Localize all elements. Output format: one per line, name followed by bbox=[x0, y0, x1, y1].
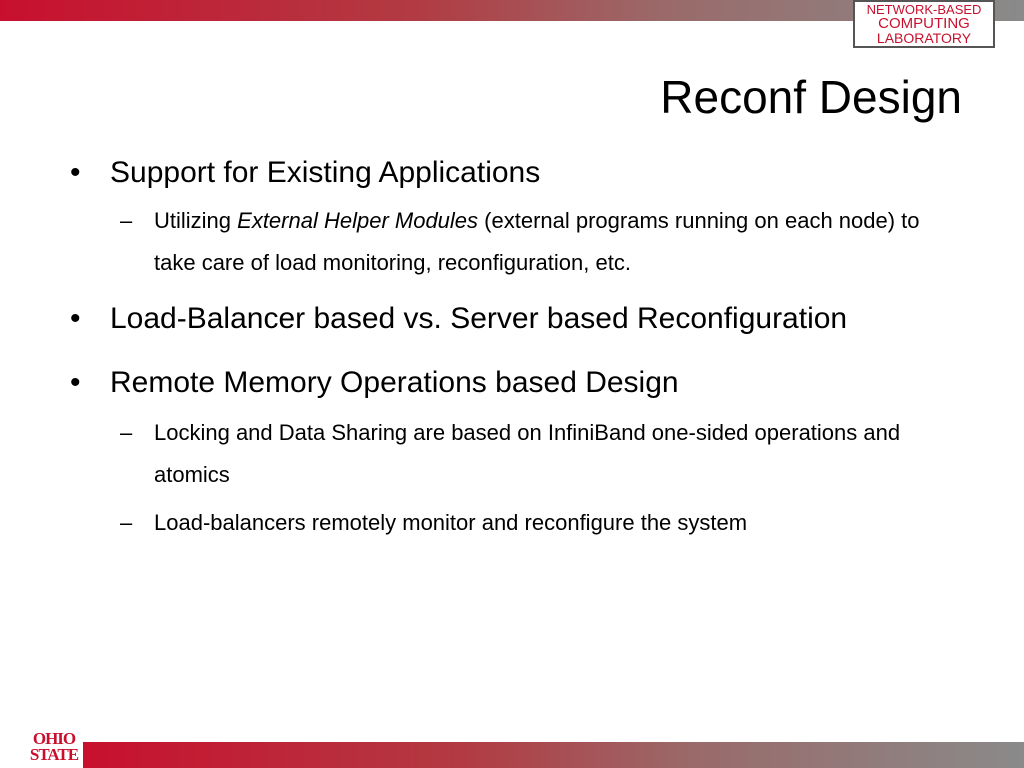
dash-marker: – bbox=[120, 510, 133, 535]
bullet-marker: • bbox=[70, 366, 81, 399]
bullet-item bbox=[70, 296, 970, 342]
sub-bullet-prefix: Utilizing bbox=[154, 208, 238, 233]
bullet-item bbox=[70, 360, 970, 406]
sub-bullet-suffix: (external programs running on each node) to take care of load monitoring, reconfiguration, etc. bbox=[154, 208, 920, 275]
sub-bullet-emphasis: External Helper Modules bbox=[237, 208, 479, 233]
bottom-gradient-bar bbox=[83, 742, 1024, 768]
logo-line-1: NETWORK-BASED bbox=[866, 2, 982, 17]
sub-bullet-item bbox=[70, 502, 954, 544]
bullet-text: Load-Balancer based vs. Server based Reconfiguration bbox=[110, 302, 848, 335]
sub-bullet-text: Load-balancers remotely monitor and reconfigure the system bbox=[154, 510, 748, 535]
slide-title: Reconf Design bbox=[660, 71, 962, 123]
dash-marker: – bbox=[120, 420, 133, 445]
logo-line-2: COMPUTING bbox=[878, 15, 970, 32]
nbcl-logo bbox=[853, 0, 995, 48]
bullet-text: Remote Memory Operations based Design bbox=[110, 366, 679, 399]
bullet-marker: • bbox=[70, 302, 81, 335]
logo-line-3: LABORATORY bbox=[876, 30, 972, 46]
dash-marker: – bbox=[120, 208, 133, 233]
osu-logo-line-2: STATE bbox=[29, 745, 79, 764]
bullet-text: Support for Existing Applications bbox=[110, 156, 541, 189]
osu-logo-line-1: OHIO bbox=[32, 729, 76, 748]
bullet-item bbox=[70, 150, 970, 196]
sub-bullet-text: Locking and Data Sharing are based on InfiniBand one-sided operations and atomics bbox=[154, 420, 901, 487]
slide-body bbox=[70, 150, 970, 544]
sub-bullet-item bbox=[70, 412, 954, 496]
ohio-state-logo bbox=[28, 728, 80, 766]
bullet-marker: • bbox=[70, 156, 81, 189]
sub-bullet-item bbox=[70, 200, 954, 284]
